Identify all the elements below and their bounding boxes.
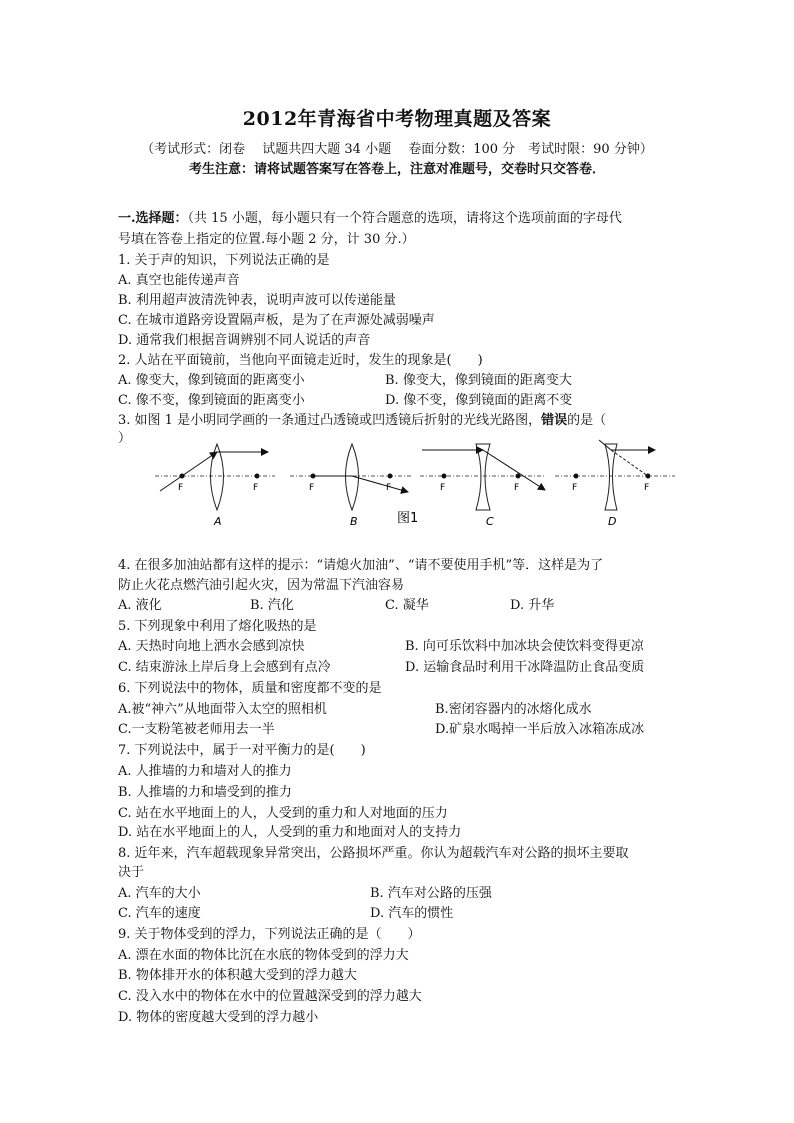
diagram-a-convex-lens [211,444,224,510]
q8-option-b: B. 汽车对公路的压强 [370,886,492,901]
q3-stem-pre: 3. 如图 1 是小明同学画的一条通过凸透镜或凹透镜后折射的光线光路图， [118,413,542,428]
q7-stem: 7. 下列说法中，属于一对平衡力的是( ) [118,743,366,758]
q2-stem: 2. 人站在平面镜前，当他向平面镜走近时，发生的现象是( ) [118,353,483,368]
q2-option-c: C. 像不变，像到镜面的距离变小 [118,393,305,408]
q1-option-a: A. 真空也能传递声音 [118,273,240,288]
q9-option-b: B. 物体排开水的体积越大受到的浮力越大 [118,968,357,983]
section1-heading: 一.选择题： [118,211,188,226]
q9-option-d: D. 物体的密度越大受到的浮力越小 [118,1010,319,1025]
exam-info: （考试形式：闭卷 试题共四大题 34 小题 卷面分数：100 分 考试时限：90 分钟） [141,142,653,157]
q5-stem: 5. 下列现象中利用了熔化吸热的是 [118,619,317,634]
q2-option-a: A. 像变大，像到镜面的距离变小 [118,373,305,388]
q6-option-c: C.一支粉笔被老师用去一半 [118,722,275,737]
q3-stem-line2: ） [118,431,132,446]
section1-intro-line1 [118,210,622,228]
diagram-d-focus-label-left: F [572,483,578,493]
diagram-b [290,444,418,528]
q2-option-b: B. 像变大，像到镜面的距离变大 [385,373,572,388]
diagram-c-focus-label-right: F [514,483,520,493]
q7-option-a: A. 人推墙的力和墙对人的推力 [118,764,292,779]
q7-option-b: B. 人推墙的力和墙受到的推力 [118,785,292,800]
q7-option-c: C. 站在水平地面上的人，人受到的重力和人对地面的压力 [118,806,448,821]
q9-option-c: C. 没入水中的物体在水中的位置越深受到的浮力越大 [118,989,422,1004]
diagram-d-extension-line [611,450,648,476]
q4-option-a: A. 液化 [118,598,162,613]
diagram-a-focus-label-left: F [178,483,184,493]
diagram-d-focus-left [574,474,579,479]
q6-option-d: D.矿泉水喝掉一半后放入冰箱冻成冰 [435,722,645,737]
q5-option-a: A. 天热时向地上洒水会感到凉快 [118,639,305,654]
exam-notice: 考生注意：请将试题答案写在答卷上，注意对准题号，交卷时只交答卷． [188,162,605,177]
diagram-a-focus-label-right: F [253,483,259,493]
section1-intro2: 号填在答卷上指定的位置.每小题 2 分，计 30 分.） [118,232,415,247]
q4-stem-line1: 4. 在很多加油站都有这样的提示：“请熄火加油”、“请不要使用手机”等．这样是为了 [118,558,604,573]
q8-stem-line1: 8. 近年来，汽车超载现象异常突出，公路损坏严重。你认为超载汽车对公路的损坏主要取 [118,846,629,861]
diagram-a [155,444,275,528]
q8-option-c: C. 汽车的速度 [118,906,201,921]
q6-option-a: A.被“神六”从地面带入太空的照相机 [118,702,327,717]
q3-stem-post: 的是（ [567,413,607,428]
diagram-c-label: C [486,515,494,528]
diagram-b-focus-label-right: F [386,483,392,493]
q1-stem: 1. 关于声的知识，下列说法正确的是 [118,253,330,268]
diagram-b-focus-label-left: F [309,483,315,493]
figure-1-caption: 图1 [397,511,419,526]
diagram-c-concave-lens [476,444,490,510]
diagram-d-focus-label-right: F [644,483,650,493]
diagram-b-label: B [350,515,358,528]
diagram-c [420,444,545,528]
q5-option-c: C. 结束游泳上岸后身上会感到有点冷 [118,660,331,675]
diagram-b-focus-right [388,474,393,479]
page-title: 2012年青海省中考物理真题及答案 [242,108,552,130]
q4-stem-line2: 防止火花点燃汽油引起火灾，因为常温下汽油容易 [118,578,405,593]
q2-option-d: D. 像不变，像到镜面的距离不变 [385,393,573,408]
q8-stem-line2: 决于 [118,865,145,880]
q1-option-d: D. 通常我们根据音调辨别不同人说话的声音 [118,333,371,348]
q1-option-c: C. 在城市道路旁设置隔声板，是为了在声源处减弱噪声 [118,313,435,328]
q6-option-b: B.密闭容器内的冰熔化成水 [435,702,592,717]
figure-1-lens-diagrams [150,438,680,530]
q1-option-b: B. 利用超声波清洗钟表，说明声波可以传递能量 [118,293,396,308]
q3-stem-emphasis: 错误 [541,413,568,428]
q6-stem: 6. 下列说法中的物体，质量和密度都不变的是 [118,681,382,696]
q4-option-d: D. 升华 [510,598,555,613]
section1-intro1: （共 15 小题，每小题只有一个符合题意的选项，请将这个选项前面的字母代 [187,211,622,226]
diagram-d [555,440,675,528]
diagram-c-focus-left [442,474,447,479]
diagram-a-incident-ray [160,452,217,491]
q5-option-d: D. 运输食品时利用干冰降温防止食品变质 [405,660,645,675]
q8-option-d: D. 汽车的惯性 [370,906,454,921]
diagram-d-incident-ray [599,440,611,450]
diagram-d-concave-lens [605,444,617,510]
diagram-a-label: A [214,515,222,528]
q5-option-b: B. 向可乐饮料中加冰块会使饮料变得更凉 [405,639,644,654]
diagram-d-label: D [608,515,617,528]
q9-option-a: A. 漂在水面的物体比沉在水底的物体受到的浮力大 [118,948,409,963]
diagram-b-refracted-ray [352,476,408,492]
diagram-c-focus-label-left: F [440,483,446,493]
q3-stem [118,412,606,430]
q4-option-b: B. 汽化 [250,598,294,613]
diagram-a-focus-right [255,474,260,479]
q4-option-c: C. 凝华 [385,598,429,613]
q8-option-a: A. 汽车的大小 [118,886,201,901]
q9-stem: 9. 关于物体受到的浮力，下列说法正确的是（ ） [118,927,421,942]
q7-option-d: D. 站在水平地面上的人，人受到的重力和地面对人的支持力 [118,825,462,840]
